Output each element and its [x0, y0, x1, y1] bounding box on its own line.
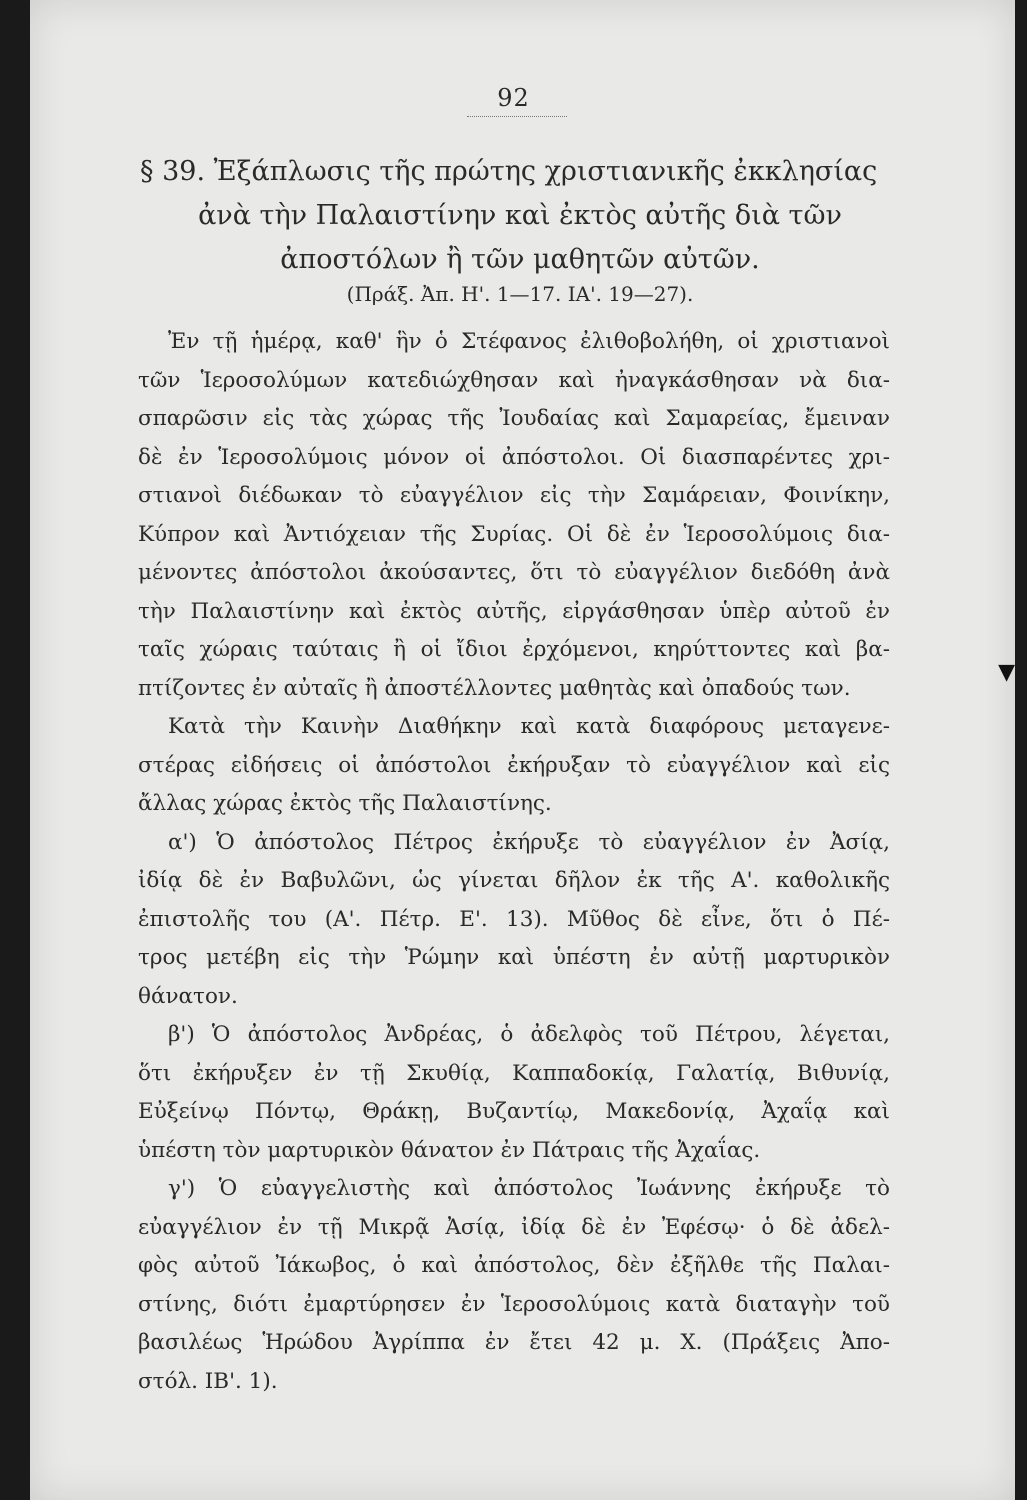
- text-line: τὴν Παλαιστίνην καὶ ἐκτὸς αὐτῆς, εἰργάσθησαν ὑπὲρ αὐτοῦ ἐν: [138, 598, 890, 624]
- page-number-rule: [467, 116, 567, 117]
- text-line: σπαρῶσιν εἰς τὰς χώρας τῆς Ἰουδαίας καὶ Σαμαρείας, ἔμειναν: [138, 406, 890, 431]
- text-line: Ἐν τῇ ἡμέρᾳ, καθ' ἣν ὁ Στέφανος ἐλιθοβολήθη, οἱ χριστιανοὶ: [168, 329, 890, 354]
- text-line: στέρας εἰδήσεις οἱ ἀπόστολοι ἐκήρυξαν τὸ εὐαγγέλιον καὶ εἰς: [138, 752, 890, 778]
- text-line: στίνης, διότι ἐμαρτύρησεν ἐν Ἱεροσολύμοις κατὰ διαταγὴν τοῦ: [138, 1291, 890, 1317]
- text-line: ὑπέστη τὸν μαρτυρικὸν θάνατον ἐν Πάτραις τῆς Ἀχαΐας.: [138, 1137, 761, 1163]
- text-line: θάνατον.: [138, 983, 238, 1009]
- text-line: α') Ὁ ἀπόστολος Πέτρος ἐκήρυξε τὸ εὐαγγέλιον ἐν Ἀσίᾳ,: [168, 829, 890, 855]
- text-line: στιανοὶ διέδωκαν τὸ εὐαγγέλιον εἰς τὴν Σαμάρειαν, Φοινίκην,: [138, 483, 890, 508]
- text-line: μένοντες ἀπόστολοι ἀκούσαντες, ὅτι τὸ εὐαγγέλιον διεδόθη ἀνὰ: [138, 560, 890, 585]
- text-line: πτίζοντες ἐν αὐταῖς ἢ ἀποστέλλοντες μαθητὰς καὶ ὀπαδούς των.: [138, 675, 851, 701]
- text-line: τῶν Ἱεροσολύμων κατεδιώχθησαν καὶ ἠναγκάσθησαν νὰ δια-: [138, 367, 890, 393]
- text-line: ἐπιστολῆς του (Α'. Πέτρ. Ε'. 13). Μῦθος δὲ εἶνε, ὅτι ὁ Πέ-: [138, 906, 890, 932]
- heading-line-3: ἀποστόλων ἢ τῶν μαθητῶν αὐτῶν.: [280, 244, 760, 275]
- text-line: ἰδίᾳ δὲ ἐν Βαβυλῶνι, ὡς γίνεται δῆλον ἐκ τῆς Α'. καθολικῆς: [138, 868, 890, 893]
- text-line: Εὐξείνῳ Πόντῳ, Θράκῃ, Βυζαντίῳ, Μακεδονίᾳ, Ἀχαΐᾳ καὶ: [138, 1099, 890, 1124]
- text-line: β') Ὁ ἀπόστολος Ἀνδρέας, ὁ ἀδελφὸς τοῦ Πέτρου, λέγεται,: [168, 1022, 890, 1047]
- text-line: Κύπρον καὶ Ἀντιόχειαν τῆς Συρίας. Οἱ δὲ ἐν Ἱεροσολύμοις δια-: [138, 521, 890, 547]
- text-line: ἄλλας χώρας ἐκτὸς τῆς Παλαιστίνης.: [138, 791, 552, 816]
- body-text: [138, 323, 890, 1401]
- text-line: ὅτι ἐκήρυξεν ἐν τῇ Σκυθίᾳ, Καππαδοκίᾳ, Γαλατίᾳ, Βιθυνίᾳ,: [138, 1060, 890, 1086]
- text-line: τρος μετέβη εἰς τὴν Ῥώμην καὶ ὑπέστη ἐν αὐτῇ μαρτυρικὸν: [138, 945, 890, 970]
- text-line: Κατὰ τὴν Καινὴν Διαθήκην καὶ κατὰ διαφόρους μεταγενε-: [168, 714, 890, 739]
- text-line: στόλ. ΙΒ'. 1).: [138, 1368, 278, 1394]
- margin-mark-icon: ▼: [998, 660, 1015, 685]
- text-line: εὐαγγέλιον ἐν τῇ Μικρᾷ Ἀσίᾳ, ἰδίᾳ δὲ ἐν Ἐφέσῳ· ὁ δὲ ἀδελ-: [138, 1214, 890, 1240]
- heading-line-2: ἀνὰ τὴν Παλαιστίνην καὶ ἐκτὸς αὐτῆς διὰ τῶν: [198, 200, 842, 231]
- section-heading: [140, 150, 900, 282]
- page-number: 92: [497, 84, 530, 112]
- text-line: φὸς αὐτοῦ Ἰάκωβος, ὁ καὶ ἀπόστολος, δὲν ἐξῆλθε τῆς Παλαι-: [138, 1253, 890, 1278]
- text-line: γ') Ὁ εὐαγγελιστὴς καὶ ἀπόστολος Ἰωάννης ἐκήρυξε τὸ: [168, 1176, 890, 1201]
- text-line: δὲ ἐν Ἱεροσολύμοις μόνον οἱ ἀπόστολοι. Οἱ διασπαρέντες χρι-: [138, 444, 890, 470]
- text-line: ταῖς χώραις ταύταις ἢ οἱ ἴδιοι ἐρχόμενοι, κηρύττοντες καὶ βα-: [138, 637, 890, 662]
- scripture-reference: (Πράξ. Ἀπ. Η'. 1—17. ΙΑ'. 19—27).: [346, 282, 694, 306]
- text-line: βασιλέως Ἡρώδου Ἀγρίππα ἐν ἔτει 42 μ. Χ. (Πράξεις Ἀπο-: [138, 1330, 890, 1355]
- heading-line-1: § 39. Ἐξάπλωσις τῆς πρώτης χριστιανικῆς ἐκκλησίας: [140, 156, 878, 187]
